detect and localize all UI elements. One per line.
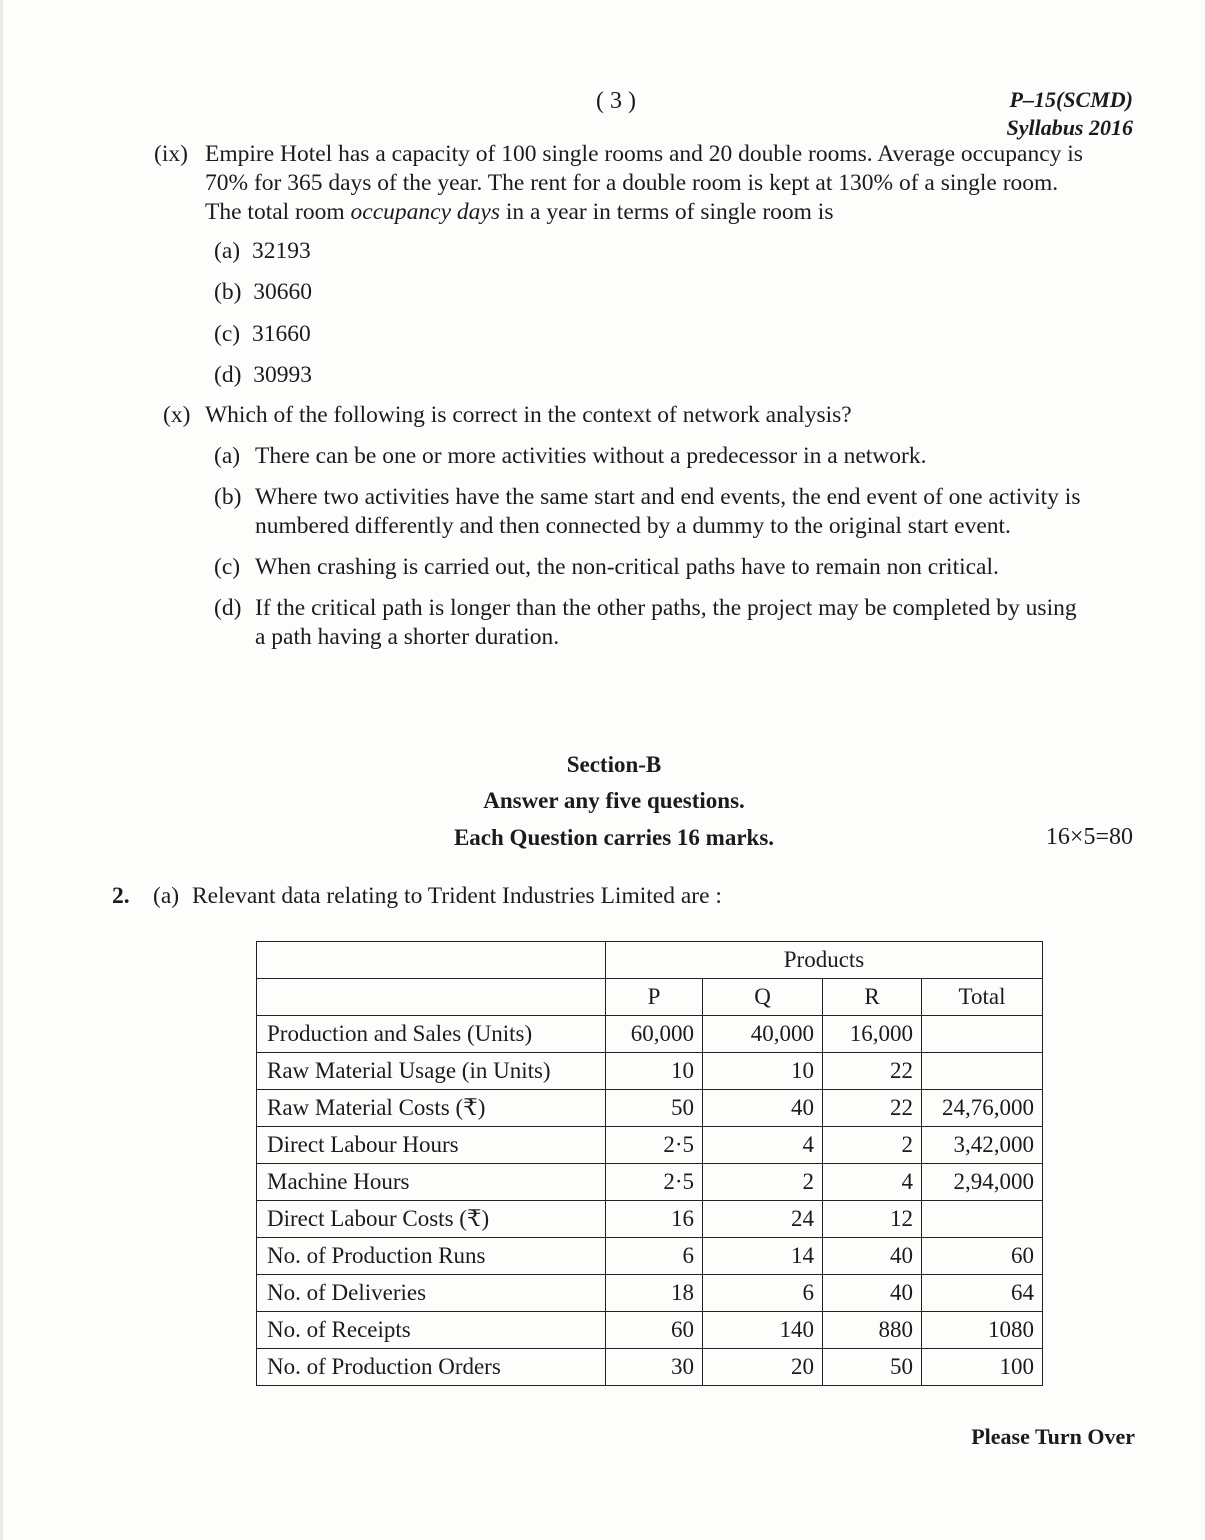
cell-total: 1080: [922, 1312, 1043, 1349]
table-row: [257, 1201, 1043, 1238]
column-header-p: P: [606, 979, 703, 1016]
cell-q: 40,000: [703, 1016, 823, 1053]
question-ix-line-3: [205, 198, 1145, 227]
option-label: (c): [214, 321, 241, 347]
question-2-number: 2.: [112, 883, 130, 909]
cell-p: 30: [606, 1349, 703, 1386]
table-corner-cell: [257, 979, 606, 1016]
question-ix-number: (ix): [154, 141, 188, 167]
cell-total: 60: [922, 1238, 1043, 1275]
row-label: No. of Receipts: [257, 1312, 606, 1349]
syllabus-label: Syllabus 2016: [1006, 115, 1133, 140]
option-label: (b): [214, 279, 242, 305]
cell-p: 16: [606, 1201, 703, 1238]
cell-q: 4: [703, 1127, 823, 1164]
row-label: No. of Deliveries: [257, 1275, 606, 1312]
table-row: [257, 1275, 1043, 1312]
products-header: Products: [606, 942, 1043, 979]
section-title: Section-B: [566, 752, 662, 777]
page-number: ( 3 ): [596, 88, 636, 114]
cell-p: 60,000: [606, 1016, 703, 1053]
section-marks-note: Each Question carries 16 marks.: [453, 825, 775, 850]
option-x-c-label: (c): [214, 554, 241, 580]
option-x-d-text: [255, 594, 1135, 652]
cell-r: 40: [823, 1275, 922, 1312]
cell-q: 40: [703, 1090, 823, 1127]
column-header-total: Total: [922, 979, 1043, 1016]
data-table: [256, 941, 1043, 1386]
option-label: (a): [214, 238, 241, 264]
table-row: [257, 1238, 1043, 1275]
row-label: Machine Hours: [257, 1164, 606, 1201]
question-x-number: (x): [163, 402, 191, 428]
table-row: [257, 1053, 1043, 1090]
paper-code: P–15(SCMD): [1009, 87, 1133, 112]
option-x-a-label: (a): [214, 443, 241, 469]
cell-r: 12: [823, 1201, 922, 1238]
option-x-d-line-1: If the critical path is longer than the other paths, the project may be completed by using: [255, 595, 1077, 621]
cell-p: 2·5: [606, 1164, 703, 1201]
option-ix-a: [214, 237, 311, 266]
cell-total: 3,42,000: [922, 1127, 1043, 1164]
cell-p: 6: [606, 1238, 703, 1275]
cell-total: [922, 1201, 1043, 1238]
table-row: [257, 1349, 1043, 1386]
cell-total: 2,94,000: [922, 1164, 1043, 1201]
row-label: No. of Production Runs: [257, 1238, 606, 1275]
cell-p: 10: [606, 1053, 703, 1090]
cell-r: 880: [823, 1312, 922, 1349]
option-x-b-text: [255, 483, 1135, 541]
column-header-r: R: [823, 979, 922, 1016]
cell-r: 22: [823, 1090, 922, 1127]
cell-q: 10: [703, 1053, 823, 1090]
question-2-text: Relevant data relating to Trident Industries Limited are :: [192, 883, 722, 909]
option-x-a-text: There can be one or more activities without a predecessor in a network.: [255, 443, 927, 469]
table-corner-cell: [257, 942, 606, 979]
cell-q: 14: [703, 1238, 823, 1275]
question-ix-line-1: Empire Hotel has a capacity of 100 single rooms and 20 double rooms. Average occupancy is: [205, 141, 1083, 167]
option-text: 31660: [251, 321, 311, 347]
cell-total: 100: [922, 1349, 1043, 1386]
cell-q: 6: [703, 1275, 823, 1312]
cell-q: 20: [703, 1349, 823, 1386]
option-x-b-line-1: Where two activities have the same start and end events, the end event of one activity is: [255, 484, 1081, 510]
question-ix-line-3-post: in a year in terms of single room is: [499, 199, 834, 225]
option-text: 30993: [253, 362, 313, 388]
cell-total: [922, 1016, 1043, 1053]
question-ix-line-3-pre: The total room: [205, 199, 351, 225]
cell-total: 24,76,000: [922, 1090, 1043, 1127]
question-ix-line-2: 70% for 365 days of the year. The rent for a double room is kept at 130% of a single room.: [205, 170, 1059, 196]
cell-q: 2: [703, 1164, 823, 1201]
row-label: Raw Material Usage (in Units): [257, 1053, 606, 1090]
row-label: No. of Production Orders: [257, 1349, 606, 1386]
table-row: [257, 1127, 1043, 1164]
question-x-text: Which of the following is correct in the context of network analysis?: [205, 402, 852, 428]
cell-r: 2: [823, 1127, 922, 1164]
cell-p: 50: [606, 1090, 703, 1127]
row-label: Raw Material Costs (₹): [257, 1090, 606, 1127]
option-ix-c: [214, 320, 311, 349]
table-column-header-row: [257, 979, 1043, 1016]
cell-r: 4: [823, 1164, 922, 1201]
cell-r: 22: [823, 1053, 922, 1090]
question-ix-text: [205, 140, 1145, 227]
cell-q: 140: [703, 1312, 823, 1349]
cell-p: 60: [606, 1312, 703, 1349]
cell-r: 50: [823, 1349, 922, 1386]
option-text: 32193: [251, 238, 311, 264]
cell-r: 40: [823, 1238, 922, 1275]
cell-q: 24: [703, 1201, 823, 1238]
please-turn-over: Please Turn Over: [971, 1424, 1135, 1449]
option-x-b-label: (b): [214, 484, 242, 510]
option-x-c-text: When crashing is carried out, the non-critical paths have to remain non critical.: [255, 554, 999, 580]
question-ix-line-3-emphasis: occupancy days: [350, 199, 500, 225]
option-x-d-label: (d): [214, 595, 242, 621]
option-ix-b: [214, 278, 312, 307]
cell-total: 64: [922, 1275, 1043, 1312]
table-group-header-row: [257, 942, 1043, 979]
row-label: Direct Labour Hours: [257, 1127, 606, 1164]
option-label: (d): [214, 362, 242, 388]
row-label: Production and Sales (Units): [257, 1016, 606, 1053]
table-row: [257, 1016, 1043, 1053]
column-header-q: Q: [703, 979, 823, 1016]
cell-p: 18: [606, 1275, 703, 1312]
option-x-b-line-2: numbered differently and then connected by a dummy to the original start event.: [255, 513, 1011, 539]
cell-r: 16,000: [823, 1016, 922, 1053]
option-x-d-line-2: a path having a shorter duration.: [255, 624, 560, 650]
section-marks-total: 16×5=80: [1045, 824, 1133, 850]
paper-code-block: [1006, 86, 1133, 142]
cell-p: 2·5: [606, 1127, 703, 1164]
table-row: [257, 1090, 1043, 1127]
cell-total: [922, 1053, 1043, 1090]
option-ix-d: [214, 361, 312, 390]
table-row: [257, 1164, 1043, 1201]
section-instruction: Answer any five questions.: [483, 788, 745, 813]
option-text: 30660: [253, 279, 313, 305]
row-label: Direct Labour Costs (₹): [257, 1201, 606, 1238]
question-2-part: (a): [153, 883, 180, 909]
table-row: [257, 1312, 1043, 1349]
